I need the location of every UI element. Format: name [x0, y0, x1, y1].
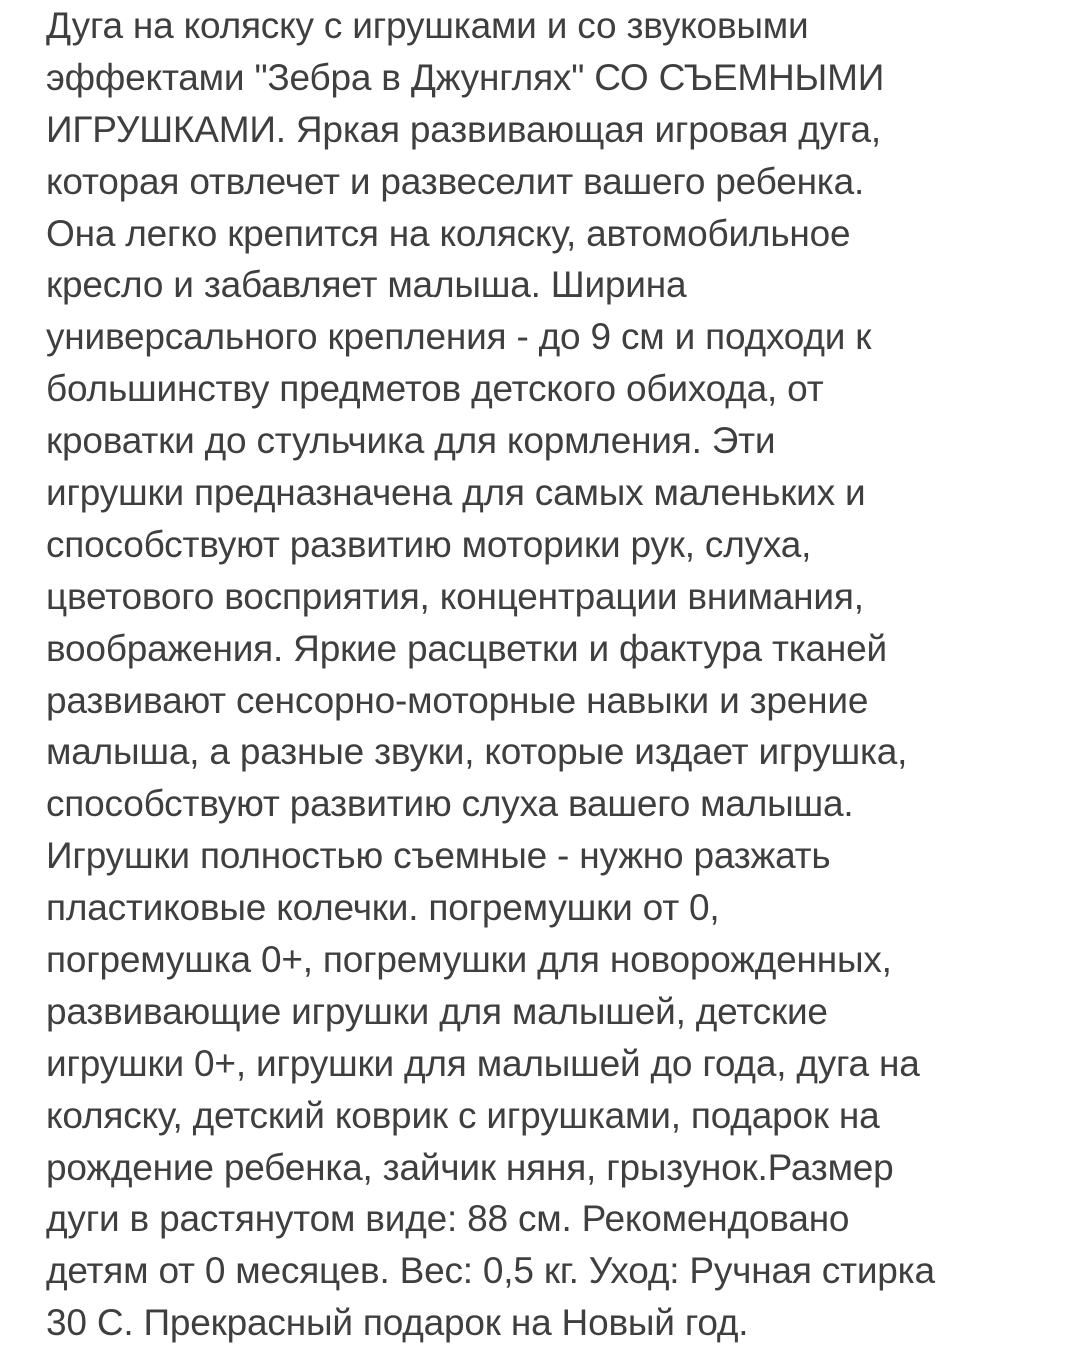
description-line-22: коляску, детский коврик с игрушками, подарок на [46, 1094, 880, 1136]
description-line-12: цветового восприятия, концентрации внимания, [46, 575, 864, 617]
description-line-23: рождение ребенка, зайчик няня, грызунок.Размер [46, 1146, 894, 1188]
description-line-6: кресло и забавляет малыша. Ширина [46, 264, 687, 306]
description-line-20: развивающие игрушки для малышей, детские [46, 990, 828, 1032]
description-line-18: пластиковые колечки. погремушки от 0, [46, 887, 720, 929]
description-line-17: Игрушки полностью съемные - нужно разжать [46, 835, 831, 877]
description-line-5: Она легко крепится на коляску, автомобильное [46, 212, 851, 254]
description-line-24: дуги в растянутом виде: 88 см. Рекомендовано [46, 1198, 850, 1240]
description-line-4: которая отвлечет и развеселит вашего ребенка. [46, 160, 865, 202]
description-line-7: универсального крепления - до 9 см и подходи к [46, 316, 872, 358]
description-line-2: эффектами "Зебра в Джунглях" СО СЪЕМНЫМИ [46, 56, 885, 98]
description-line-15: малыша, а разные звуки, которые издает игрушка, [46, 731, 908, 773]
description-line-8: большинству предметов детского обихода, от [46, 368, 824, 410]
description-line-9: кроватки до стульчика для кормления. Эти [46, 420, 776, 462]
description-line-11: способствуют развитию моторики рук, слуха, [46, 523, 812, 565]
description-line-13: воображения. Яркие расцветки и фактура тканей [46, 627, 887, 669]
description-line-26: 30 С. Прекрасный подарок на Новый год. [46, 1302, 749, 1344]
description-line-3: ИГРУШКАМИ. Яркая развивающая игровая дуга, [46, 108, 881, 150]
product-description-text [46, 0, 1056, 1349]
description-line-19: погремушка 0+, погремушки для новорожденных, [46, 939, 892, 981]
description-line-14: развивают сенсорно-моторные навыки и зрение [46, 679, 869, 721]
description-line-1: Дуга на коляску с игрушками и со звуковыми [46, 5, 809, 46]
description-line-25: детям от 0 месяцев. Вес: 0,5 кг. Уход: Ручная стирка [46, 1250, 935, 1292]
description-line-16: способствуют развитию слуха вашего малыша. [46, 783, 854, 825]
description-line-10: игрушки предназначена для самых маленьких и [46, 472, 866, 514]
description-line-21: игрушки 0+, игрушки для малышей до года, дуга на [46, 1042, 920, 1084]
